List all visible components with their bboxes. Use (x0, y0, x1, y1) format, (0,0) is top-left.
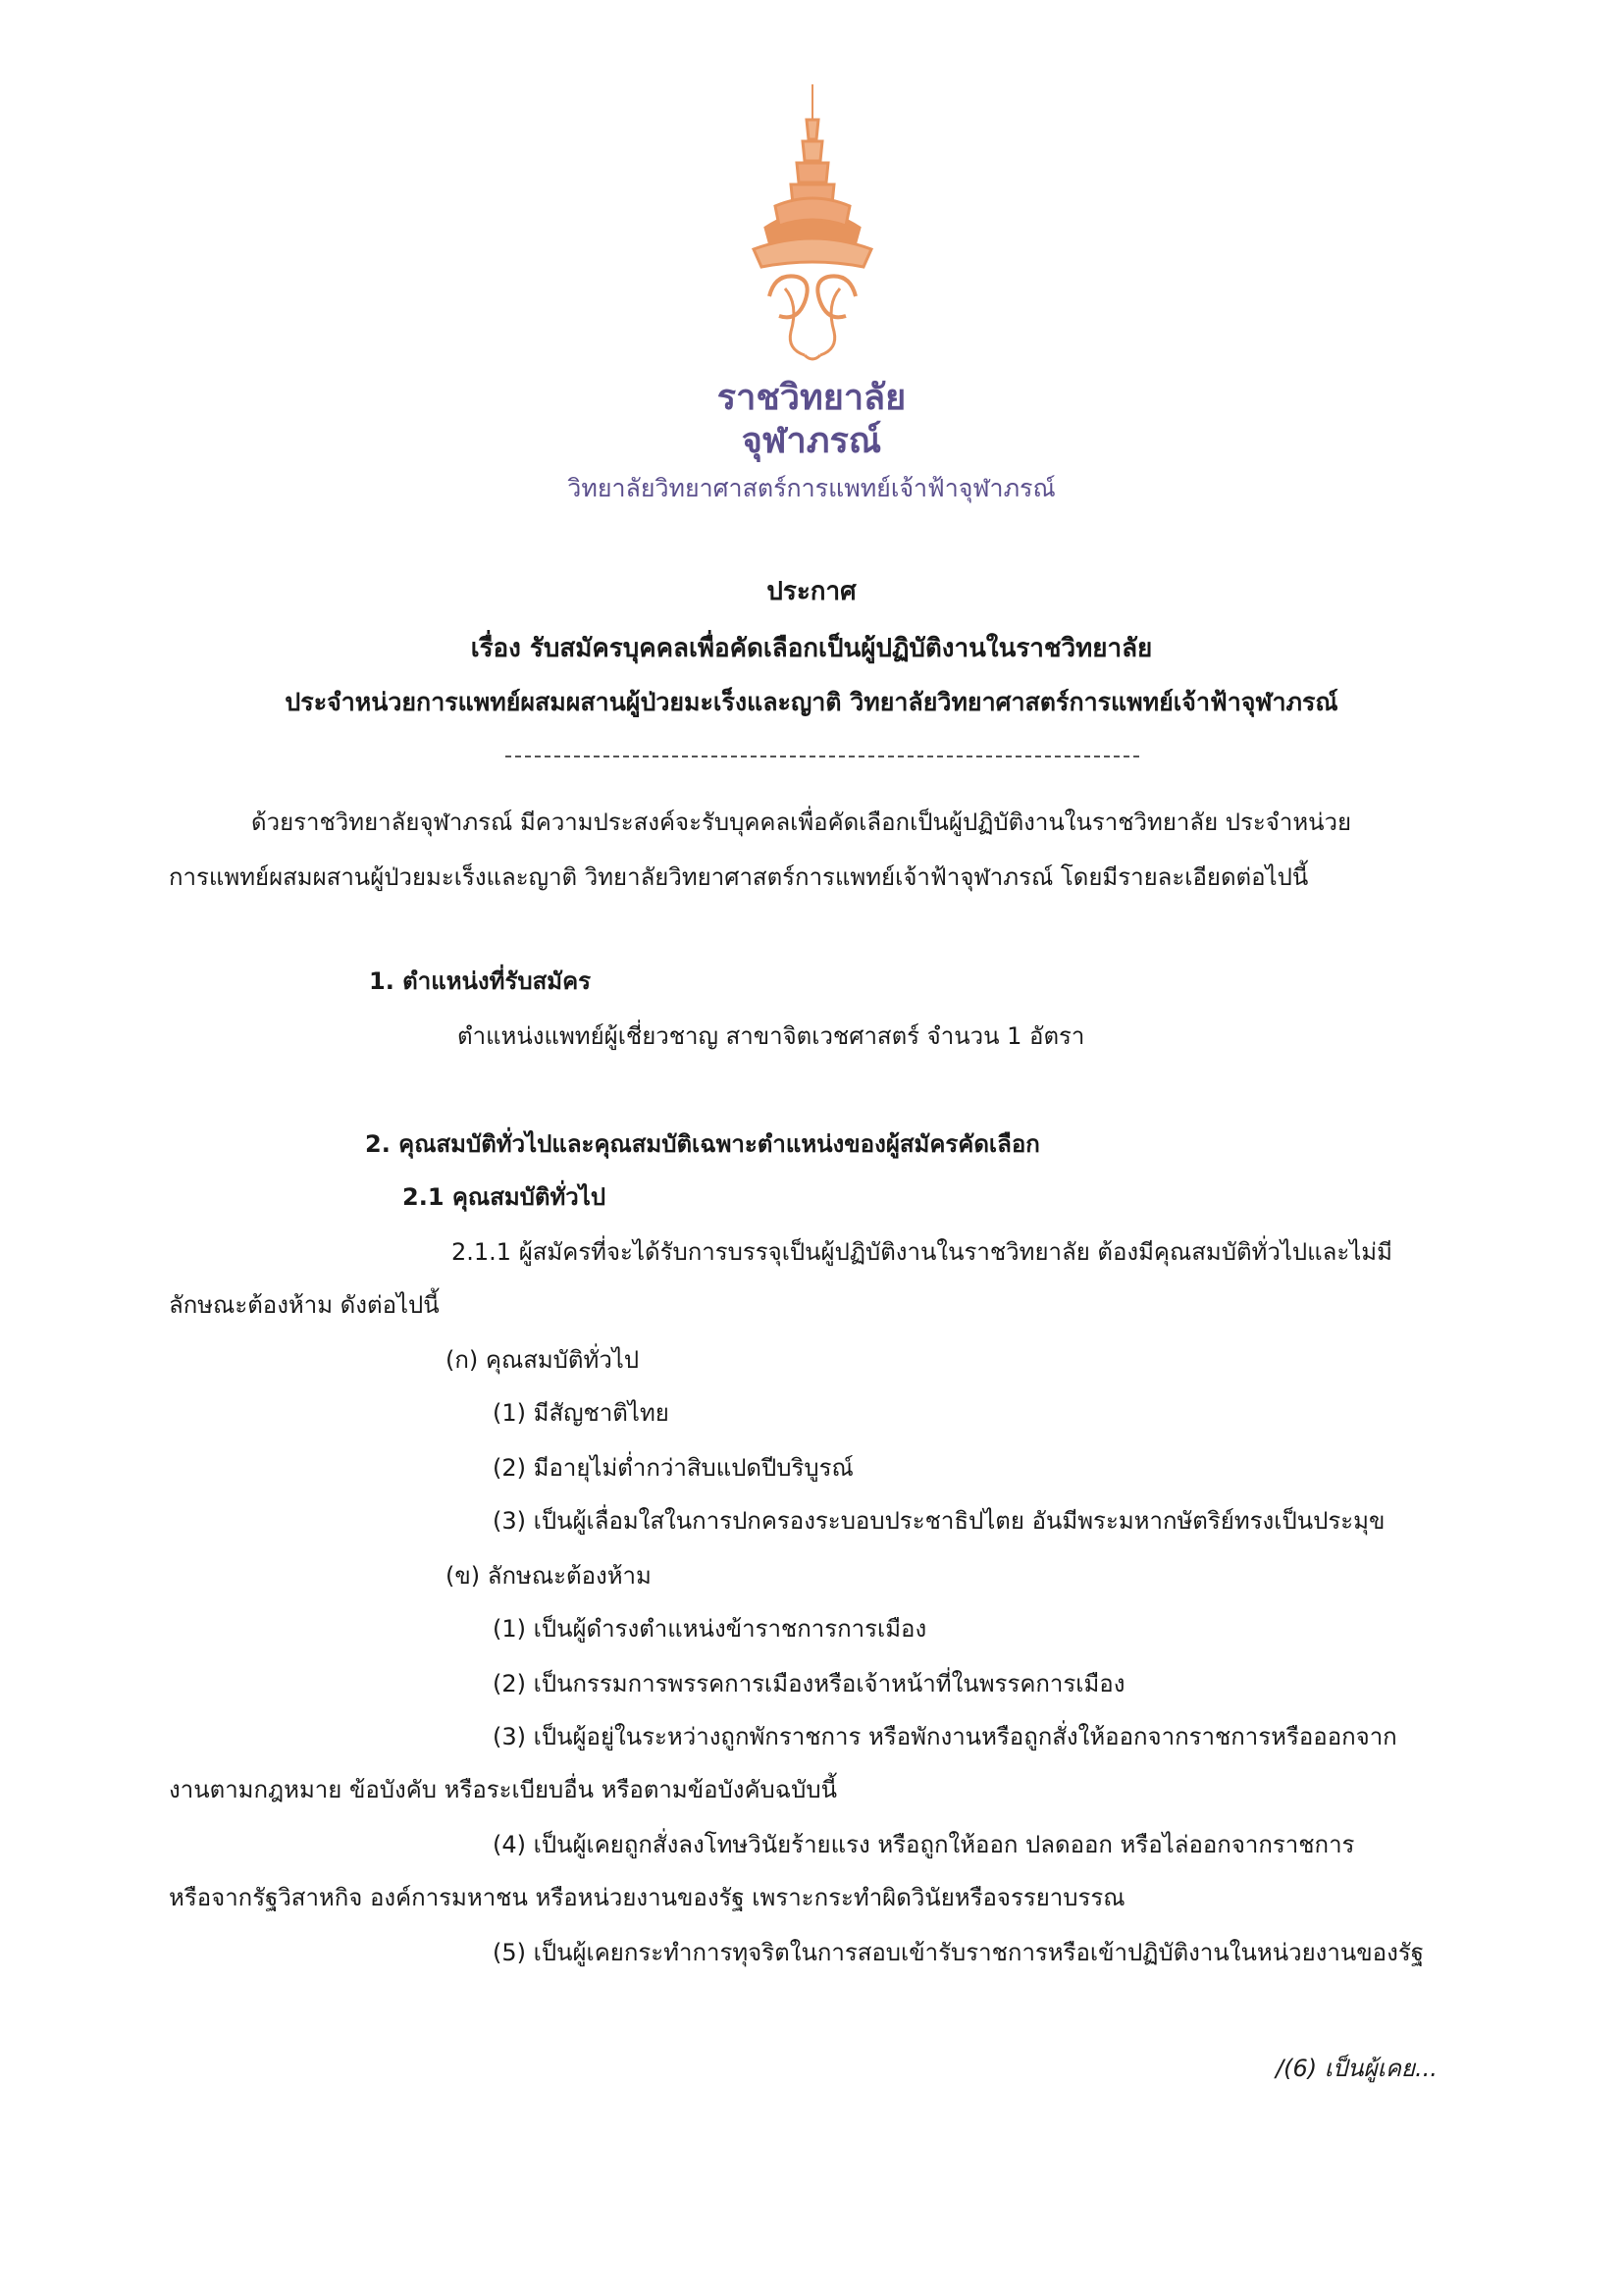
clause-2-1-1-line-2: ลักษณะต้องห้าม ดังต่อไปนี้ (169, 1291, 440, 1319)
announcement-title: ประกาศ (766, 577, 857, 606)
section2-heading: 2. คุณสมบัติทั่วไปและคุณสมบัติเฉพาะตำแหน่งของผู้สมัครคัดเลือก (365, 1130, 1040, 1158)
list-item: (2) เป็นกรรมการพรรคการเมืองหรือเจ้าหน้าที่ในพรรคการเมือง (493, 1670, 1126, 1697)
list-item-continuation: หรือจากรัฐวิสาหกิจ องค์การมหาชน หรือหน่วยงานของรัฐ เพราะกระทำผิดวินัยหรือจรรยาบรรณ (169, 1884, 1126, 1911)
section1-heading: 1. ตำแหน่งที่รับสมัคร (369, 967, 592, 995)
list-item: (1) เป็นผู้ดำรงตำแหน่งข้าราชการการเมือง (493, 1615, 927, 1643)
list-item: (2) มีอายุไม่ต่ำกว่าสิบแปดปีบริบูรณ์ (493, 1454, 854, 1482)
section2-1-heading: 2.1 คุณสมบัติทั่วไป (402, 1183, 606, 1211)
header-divider (505, 756, 1139, 757)
intro-line-2: การแพทย์ผสมผสานผู้ป่วยมะเร็งและญาติ วิทยาลัยวิทยาศาสตร์การแพทย์เจ้าฟ้าจุฬาภรณ์ โดยมีรายละเอียดต่อไปนี้ (169, 863, 1309, 891)
prohibited-label: (ข) ลักษณะต้องห้าม (445, 1562, 652, 1590)
faculty-name: วิทยาลัยวิทยาศาสตร์การแพทย์เจ้าฟ้าจุฬาภรณ์ (567, 474, 1056, 502)
institution-name-line1: ราชวิทยาลัย (716, 378, 907, 418)
list-item-continuation: งานตามกฎหมาย ข้อบังคับ หรือระเบียบอื่น หรือตามข้อบังคับฉบับนี้ (169, 1776, 838, 1803)
list-item: (3) เป็นผู้เลื่อมใสในการปกครองระบอบประชาธิปไตย อันมีพระมหากษัตริย์ทรงเป็นประมุข (493, 1507, 1386, 1535)
page-continuation: /(6) เป็นผู้เคย... (1276, 2055, 1438, 2082)
list-item: (1) มีสัญชาติไทย (493, 1399, 669, 1427)
intro-line-1: ด้วยราชวิทยาลัยจุฬาภรณ์ มีความประสงค์จะรับบุคคลเพื่อคัดเลือกเป็นผู้ปฏิบัติงานในราชวิทยาลัย ประจำหน่วย (251, 809, 1352, 836)
announcement-unit: ประจำหน่วยการแพทย์ผสมผสานผู้ป่วยมะเร็งและญาติ วิทยาลัยวิทยาศาสตร์การแพทย์เจ้าฟ้าจุฬาภรณ์ (285, 688, 1338, 716)
announcement-subject: เรื่อง รับสมัครบุคคลเพื่อคัดเลือกเป็นผู้ปฏิบัติงานในราชวิทยาลัย (470, 634, 1153, 663)
crown-monogram-logo-icon (736, 80, 889, 365)
list-item: (4) เป็นผู้เคยถูกสั่งลงโทษวินัยร้ายแรง หรือถูกให้ออก ปลดออก หรือไล่ออกจากราชการ (493, 1831, 1355, 1858)
clause-2-1-1-line-1: 2.1.1 ผู้สมัครที่จะได้รับการบรรจุเป็นผู้ปฏิบัติงานในราชวิทยาลัย ต้องมีคุณสมบัติทั่วไปและไม่มี (451, 1238, 1392, 1266)
institution-name-line2: จุฬาภรณ์ (741, 421, 882, 461)
list-item: (3) เป็นผู้อยู่ในระหว่างถูกพักราชการ หรือพักงานหรือถูกสั่งให้ออกจากราชการหรือออกจาก (493, 1723, 1397, 1750)
list-item: (5) เป็นผู้เคยกระทำการทุจริตในการสอบเข้ารับราชการหรือเข้าปฏิบัติงานในหน่วยงานของรัฐ (493, 1939, 1424, 1966)
section1-position: ตำแหน่งแพทย์ผู้เชี่ยวชาญ สาขาจิตเวชศาสตร์ จำนวน 1 อัตรา (457, 1022, 1085, 1050)
general-qualifications-label: (ก) คุณสมบัติทั่วไป (445, 1346, 640, 1374)
